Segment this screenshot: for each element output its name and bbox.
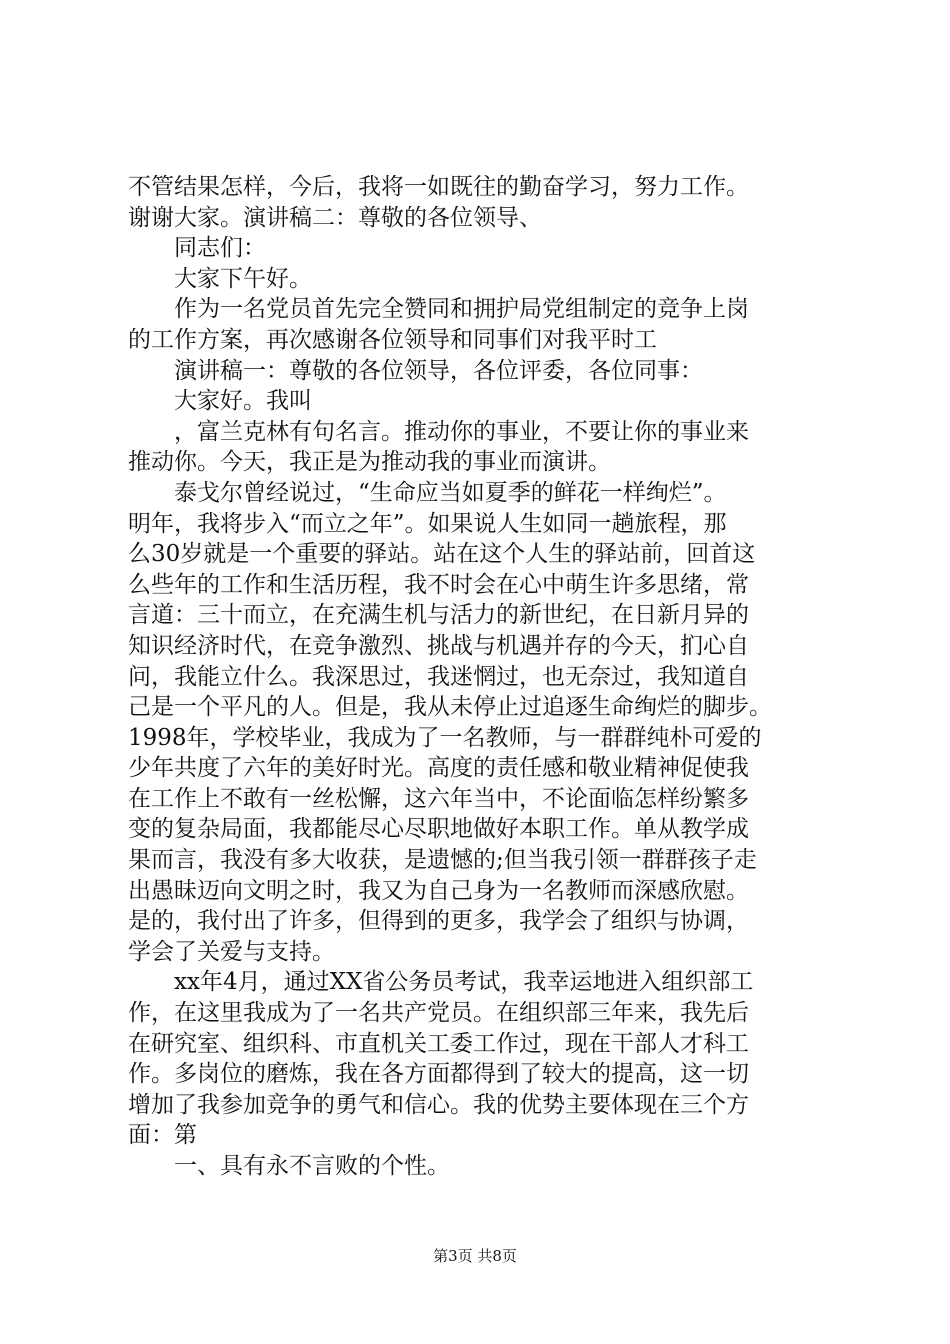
text-line: 知识经济时代，在竞争激烈、挑战与机遇并存的今天，扪心自 [128,632,749,659]
text-line: 大家下午好。 [174,265,312,292]
text-line: 么些年的工作和生活历程，我不时会在心中萌生许多思绪，常 [128,571,749,598]
text-line: 在工作上不敢有一丝松懈，这六年当中，不论面临怎样纷繁多 [128,785,749,812]
text-line: 同志们： [174,235,266,262]
text-line: 己是一个平凡的人。但是，我从未停止过追逐生命绚烂的脚步。 [128,694,772,721]
text-line: 变的复杂局面，我都能尽心尽职地做好本职工作。单从教学成 [128,816,749,843]
text-line: ，富兰克林有句名言。推动你的事业，不要让你的事业来 [174,418,749,445]
text-line: xx年4月，通过XX省公务员考试，我幸运地进入组织部工 [174,969,754,996]
text-line: 在研究室、组织科、市直机关工委工作过，现在干部人才科工 [128,1030,749,1057]
text-line: 学会了关爱与支持。 [128,938,335,965]
text-line: 推动你。今天，我正是为推动我的事业而演讲。 [128,449,611,476]
page-footer [0,1246,950,1266]
text-line: 谢谢大家。演讲稿二：尊敬的各位领导、 [128,204,542,231]
text-line: 不管结果怎样，今后，我将一如既往的勤奋学习，努力工作。 [128,174,749,200]
text-line: 么30岁就是一个重要的驿站。站在这个人生的驿站前，回首这 [128,541,756,568]
text-line: 大家好。我叫 [174,388,312,415]
text-line: 明年，我将步入“而立之年”。如果说人生如同一趟旅程，那 [128,510,727,537]
text-line: 是的，我付出了许多，但得到的更多，我学会了组织与协调， [128,908,749,935]
text-line: 的工作方案，再次感谢各位领导和同事们对我平时工 [128,326,657,353]
text-line: 作为一名党员首先完全赞同和拥护局党组制定的竞争上岗 [174,296,749,323]
text-line: 问，我能立什么。我深思过，我迷惘过，也无奈过，我知道自 [128,663,749,690]
text-line: 泰戈尔曾经说过，“生命应当如夏季的鲜花一样绚烂”。 [174,479,727,506]
text-line: 果而言，我没有多大收获，是遗憾的;但当我引领一群群孩子走 [128,847,757,874]
text-line: 面：第 [128,1122,197,1149]
text-line: 言道：三十而立，在充满生机与活力的新世纪，在日新月异的 [128,602,749,629]
text-line: 作，在这里我成为了一名共产党员。在组织部三年来，我先后 [128,1000,749,1027]
text-line: 增加了我参加竞争的勇气和信心。我的优势主要体现在三个方 [128,1091,749,1118]
text-line: 演讲稿一：尊敬的各位领导，各位评委，各位同事： [174,357,703,384]
text-line: 1998年，学校毕业，我成为了一名教师，与一群群纯朴可爱的 [128,724,762,751]
text-line: 作。多岗位的磨炼，我在各方面都得到了较大的提高，这一切 [128,1061,749,1088]
text-line: 少年共度了六年的美好时光。高度的责任感和敬业精神促使我 [128,755,749,782]
text-line: 一、具有永不言败的个性。 [174,1153,450,1179]
text-line: 出愚昧迈向文明之时，我又为自己身为一名教师而深感欣慰。 [128,877,749,904]
document-body [128,172,833,1182]
page-number-label: 第3页 共8页 [433,1247,517,1265]
